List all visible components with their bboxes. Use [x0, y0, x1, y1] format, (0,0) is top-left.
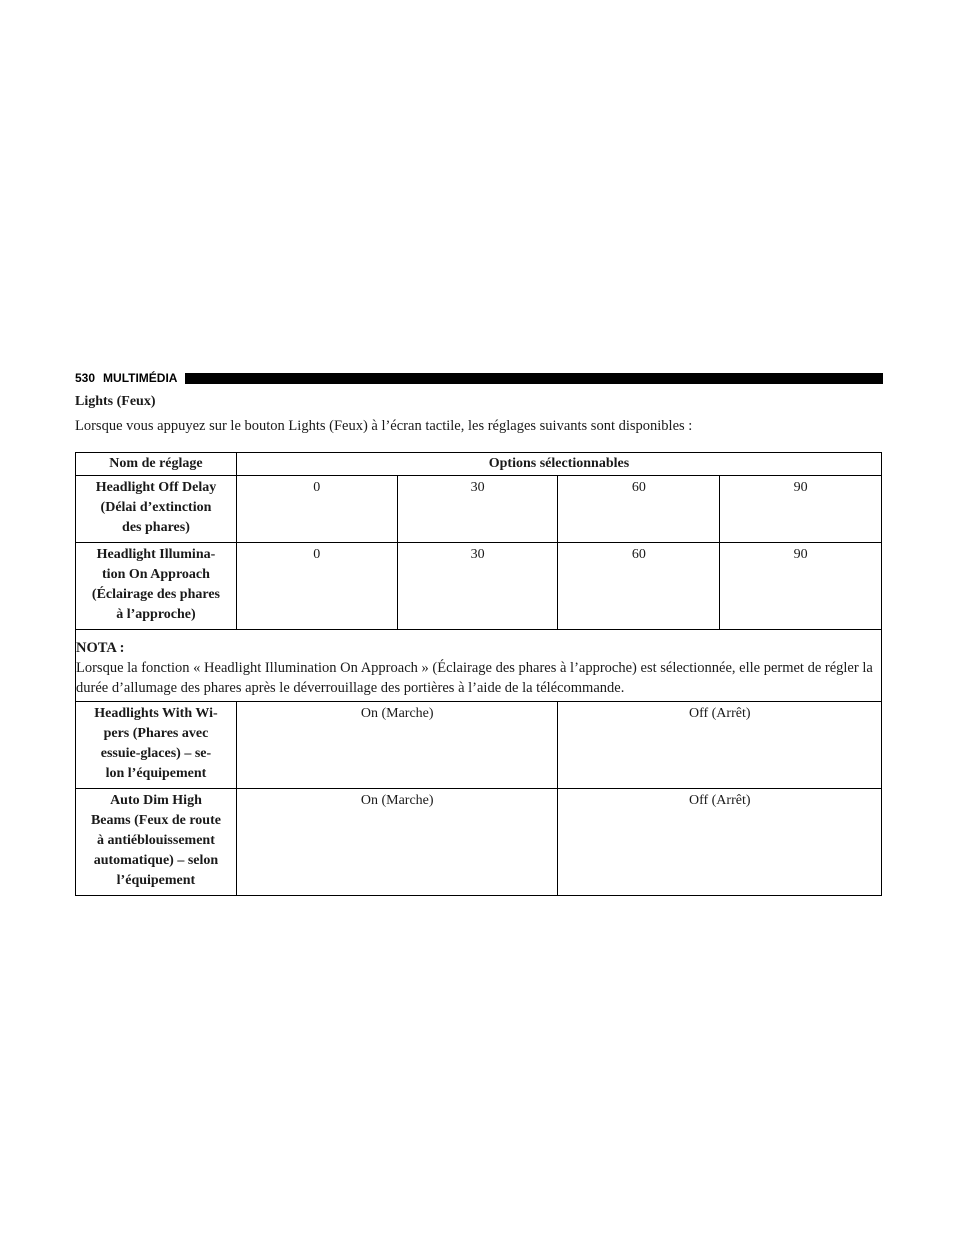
table-row	[76, 476, 882, 543]
note-row	[76, 630, 882, 702]
option-value: 90	[720, 476, 882, 543]
setting-name: Headlight Illumina- tion On Approach (Éclairage des phares à l’approche)	[76, 543, 237, 630]
col-header-options: Options sélectionnables	[236, 453, 881, 476]
settings-table	[75, 452, 882, 896]
option-value: 0	[236, 476, 397, 543]
section-title: MULTIMÉDIA	[103, 371, 178, 385]
option-value: On (Marche)	[236, 702, 558, 789]
header-rule	[185, 373, 883, 384]
option-value: On (Marche)	[236, 789, 558, 896]
intro-paragraph: Lorsque vous appuyez sur le bouton Lights (Feux) à l’écran tactile, les réglages suivants sont disponibles :	[75, 418, 693, 434]
option-value: Off (Arrêt)	[558, 789, 882, 896]
option-value: Off (Arrêt)	[558, 702, 882, 789]
table-row	[76, 789, 882, 896]
setting-name: Headlight Off Delay (Délai d’extinction des phares)	[76, 476, 237, 543]
setting-name: Auto Dim High Beams (Feux de route à antiéblouissement automatique) – selon l’équipement	[76, 789, 237, 896]
note-label: NOTA :	[76, 640, 125, 656]
option-value: 90	[720, 543, 882, 630]
page-header	[75, 369, 883, 387]
note-text: Lorsque la fonction « Headlight Illumination On Approach » (Éclairage des phares à l’approche) est sélectionnée, elle permet de régler la durée d’allumage des phares après le déverrouillage des portières à l’aide de la télécommande.	[76, 660, 873, 696]
setting-name: Headlights With Wi- pers (Phares avec essuie-glaces) – se- lon l’équipement	[76, 702, 237, 789]
table-header-row	[76, 453, 882, 476]
section-heading: Lights (Feux)	[75, 394, 156, 409]
page-number: 530	[75, 371, 96, 385]
option-value: 30	[397, 543, 558, 630]
option-value: 30	[397, 476, 558, 543]
note-cell	[76, 630, 882, 702]
col-header-name: Nom de réglage	[76, 453, 237, 476]
table-row	[76, 543, 882, 630]
option-value: 60	[558, 543, 720, 630]
option-value: 0	[236, 543, 397, 630]
option-value: 60	[558, 476, 720, 543]
table-row	[76, 702, 882, 789]
